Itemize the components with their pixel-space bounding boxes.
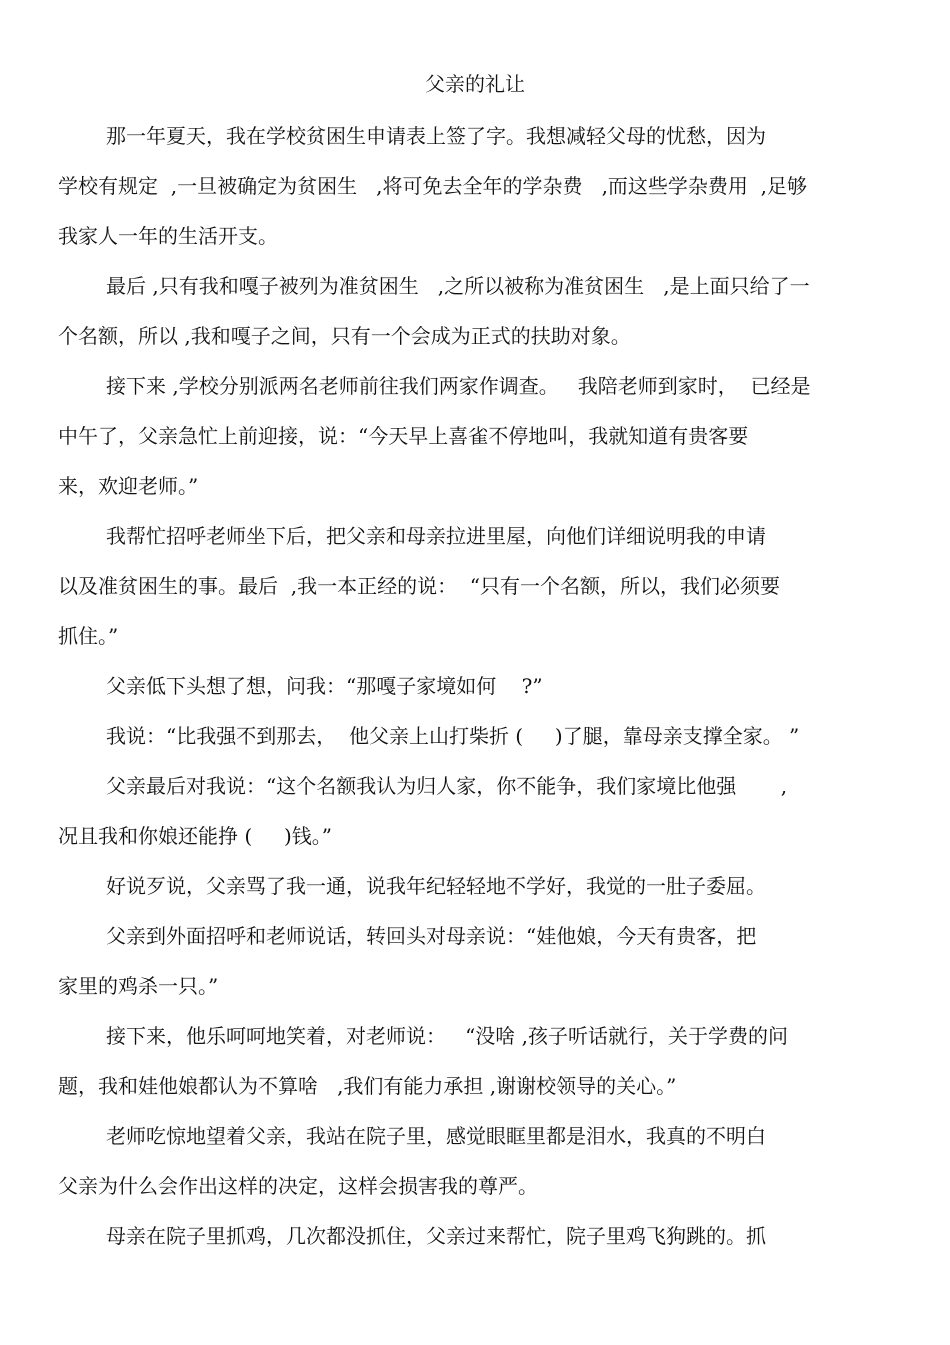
- text-line: 学校有规定 ,一旦被确定为贫困生 ,将可免去全年的学杂费 ,而这些学杂费用 ,足够: [58, 174, 808, 198]
- text-line: 个名额，所以 ,我和嘎子之间，只有一个会成为正式的扶助对象。: [58, 324, 631, 348]
- text-line: 况且我和你娘还能挣 ( )钱。”: [58, 824, 332, 848]
- text-line: 抓住。”: [58, 624, 119, 648]
- text-line: 母亲在院子里抓鸡，几次都没抓住，父亲过来帮忙，院子里鸡飞狗跳的。抓: [106, 1224, 766, 1248]
- text-line: 题，我和娃他娘都认为不算啥 ,我们有能力承担 ,谢谢校领导的关心。”: [58, 1074, 677, 1098]
- text-line: 那一年夏天，我在学校贫困生申请表上签了字。我想减轻父母的忧愁，因为: [106, 124, 766, 148]
- text-line: 家里的鸡杀一只。”: [58, 974, 219, 998]
- text-line: 父亲低下头想了想，问我：“那嘎子家境如何 ?”: [106, 674, 543, 698]
- document-title: 父亲的礼让: [425, 72, 525, 96]
- text-line: 来，欢迎老师。”: [58, 474, 199, 498]
- text-line: 好说歹说，父亲骂了我一通，说我年纪轻轻地不学好，我觉的一肚子委屈。: [106, 874, 766, 898]
- text-line: 我家人一年的生活开支。: [58, 224, 278, 248]
- text-line: 最后 ,只有我和嘎子被列为准贫困生 ,之所以被称为准贫困生 ,是上面只给了一: [106, 274, 810, 298]
- text-line: 中午了，父亲急忙上前迎接，说：“今天早上喜雀不停地叫，我就知道有贵客要: [58, 424, 749, 448]
- text-line: 以及准贫困生的事。最后 ,我一本正经的说： “只有一个名额，所以，我们必须要: [58, 574, 781, 598]
- text-line: 我说：“比我强不到那去， 他父亲上山打柴折 ( )了腿，靠母亲支撑全家。 ”: [106, 724, 800, 748]
- text-line: 接下来，他乐呵呵地笑着，对老师说： “没啥 ,孩子听话就行，关于学费的问: [106, 1024, 789, 1048]
- text-line: 父亲最后对我说：“这个名额我认为归人家，你不能争，我们家境比他强 ,: [106, 774, 788, 798]
- text-line: 老师吃惊地望着父亲，我站在院子里，感觉眼眶里都是泪水，我真的不明白: [106, 1124, 766, 1148]
- text-line: 我帮忙招呼老师坐下后，把父亲和母亲拉进里屋，向他们详细说明我的申请: [106, 524, 766, 548]
- text-line: 父亲到外面招呼和老师说话，转回头对母亲说：“娃他娘，今天有贵客，把: [106, 924, 757, 948]
- text-line: 接下来 ,学校分别派两名老师前往我们两家作调查。 我陪老师到家时， 已经是: [106, 374, 811, 398]
- text-line: 父亲为什么会作出这样的决定，这样会损害我的尊严。: [58, 1174, 538, 1198]
